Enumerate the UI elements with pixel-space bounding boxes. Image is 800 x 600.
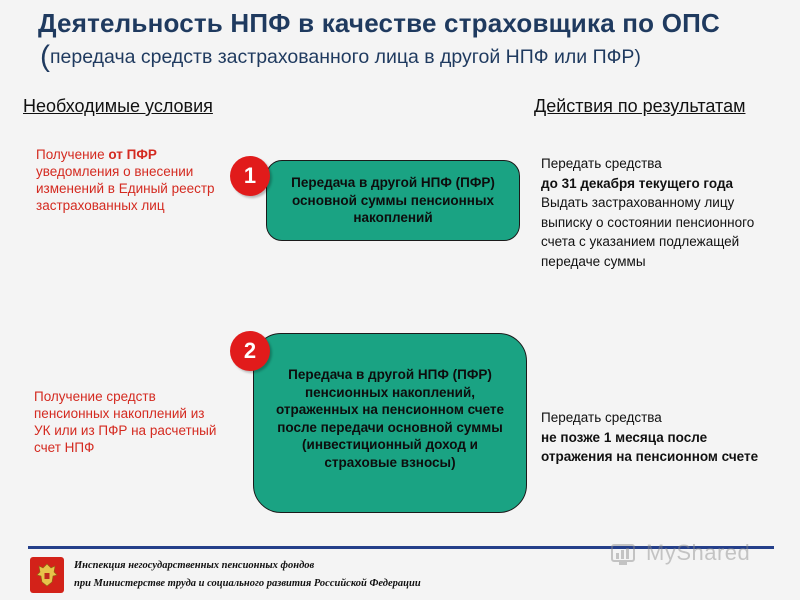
- subtitle-text: передача средств застрахованного лица в другой НПФ или ПФР: [50, 46, 635, 68]
- subtitle-close-paren: ): [634, 46, 641, 68]
- condition-1-bold: от ПФР: [108, 147, 157, 162]
- watermark-logo-icon: [610, 539, 640, 567]
- step-1-badge: [230, 156, 270, 196]
- condition-1-post: уведомления о внесении изменений в Единый реестр застрахованных лиц: [36, 164, 215, 213]
- step-2-box-text: Передача в другой НПФ (ПФР) пенсионных накоплений, отраженных на пенсионном счете после передачи основной суммы (инвестиционный доход и страховые взносы): [275, 367, 505, 470]
- condition-1: [36, 146, 226, 214]
- column-heading-actions: Действия по результатам: [534, 96, 746, 116]
- condition-1-pre: Получение: [36, 147, 109, 162]
- footer-line-1: Инспекция негосударственных пенсионных фондов: [74, 560, 315, 571]
- step-2-badge: [230, 331, 270, 371]
- step-1-box-text: Передача в другой НПФ (ПФР) основной суммы пенсионных накоплений: [291, 175, 495, 225]
- action-2: [541, 408, 771, 467]
- action-2-line1: Передать средства: [541, 410, 662, 425]
- slide-subtitle: [40, 40, 760, 74]
- step-2-number: 2: [243, 338, 257, 363]
- condition-2: Получение средств пенсионных накоплений из УК или из ПФР на расчетный счет НПФ: [34, 389, 217, 455]
- action-1: [541, 154, 781, 271]
- step-1-box: [266, 160, 520, 241]
- coat-of-arms-icon: [30, 557, 64, 593]
- action-1-deadline: до 31 декабря текущего года: [541, 175, 734, 191]
- watermark: [610, 538, 770, 568]
- action-2-deadline: не позже 1 месяца после отражения на пенсионном счете: [541, 429, 759, 464]
- slide-title: Деятельность НПФ в качестве страховщика по ОПС: [38, 8, 720, 38]
- footer-line-2: при Министерстве труда и социального развития Российской Федерации: [74, 578, 421, 589]
- step-2-box: [253, 333, 527, 513]
- step-1-number: 1: [243, 163, 257, 188]
- column-heading-conditions: Необходимые условия: [23, 96, 213, 116]
- watermark-text: MyShared: [646, 540, 751, 565]
- action-1-line1: Передать средства: [541, 156, 662, 171]
- subtitle-open-paren: (: [40, 40, 50, 73]
- action-1-rest: Выдать застрахованному лицу выписку о состоянии пенсионного счета с указанием подлежащей передаче суммы: [541, 195, 755, 269]
